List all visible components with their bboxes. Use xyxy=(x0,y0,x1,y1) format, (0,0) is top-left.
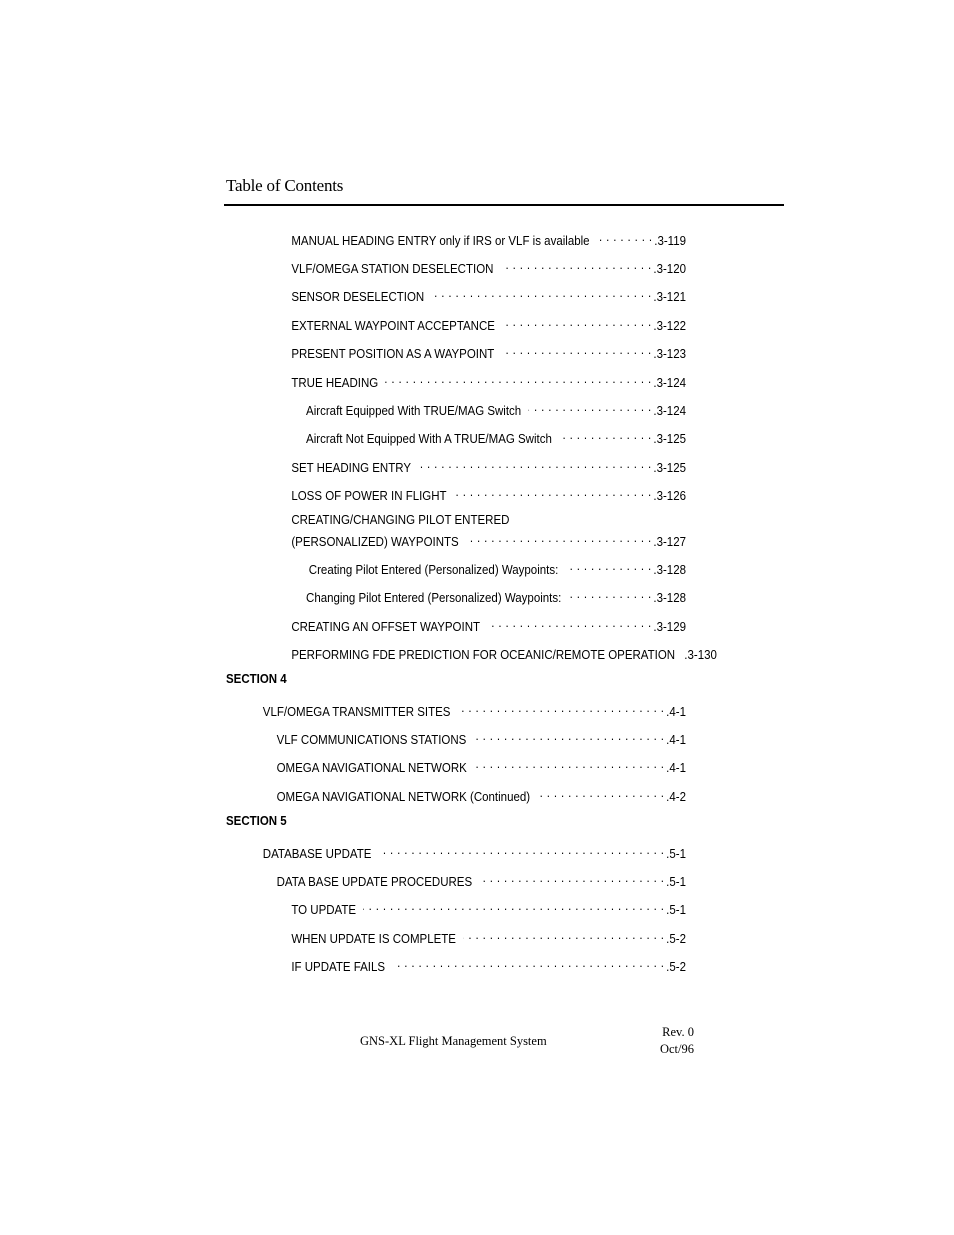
dot-leader xyxy=(480,870,665,886)
toc-entry-title: LOSS OF POWER IN FLIGHT xyxy=(291,489,447,503)
toc-entry-page: .3-123 xyxy=(653,347,686,361)
toc-entry-page: .3-125 xyxy=(653,461,686,475)
header-divider xyxy=(224,204,784,206)
toc-entry-page: .4-1 xyxy=(666,705,686,719)
toc-entry-title: Changing Pilot Entered (Personalized) Waypoints: xyxy=(306,591,562,605)
toc-entry[interactable] xyxy=(291,643,717,663)
dot-leader xyxy=(418,456,651,472)
toc-entry[interactable] xyxy=(277,756,686,776)
toc-entry-title: EXTERNAL WAYPOINT ACCEPTANCE xyxy=(291,319,495,333)
toc-entry[interactable] xyxy=(306,586,686,606)
toc-entry-page: .5-1 xyxy=(666,903,686,917)
toc-entry-page: .4-1 xyxy=(666,761,686,775)
toc-entry[interactable] xyxy=(291,314,686,334)
toc-entry-page: .4-1 xyxy=(666,733,686,747)
toc-entry-page: .5-2 xyxy=(666,960,686,974)
dot-leader xyxy=(529,399,652,415)
toc-entry[interactable] xyxy=(277,870,686,890)
toc-entry[interactable] xyxy=(306,427,686,447)
toc-entry-page: .5-1 xyxy=(666,875,686,889)
dot-leader xyxy=(474,728,665,744)
toc-entry[interactable] xyxy=(291,615,686,635)
dot-leader xyxy=(502,314,651,330)
toc-entry-page: .3-130 xyxy=(684,648,717,662)
toc-entry-title: OMEGA NAVIGATIONAL NETWORK (Continued) xyxy=(276,790,531,804)
toc-entry[interactable] xyxy=(291,342,686,362)
toc-entry[interactable] xyxy=(309,558,686,578)
toc-entry[interactable] xyxy=(306,399,686,419)
toc-entry-page: .5-1 xyxy=(666,847,686,861)
toc-entry-title: PRESENT POSITION AS A WAYPOINT xyxy=(291,347,495,361)
toc-entry-title: TRUE HEADING xyxy=(291,376,379,390)
dot-leader xyxy=(597,229,652,245)
revision-number: Rev. 0 xyxy=(662,1025,694,1039)
toc-entry-title: DATA BASE UPDATE PROCEDURES xyxy=(276,875,473,889)
toc-entry-title: Creating Pilot Entered (Personalized) Waypoints: xyxy=(308,563,559,577)
dot-leader xyxy=(487,615,651,631)
footer-revision xyxy=(660,1024,694,1058)
section-heading: SECTION 5 xyxy=(226,814,287,828)
dot-leader xyxy=(363,898,664,914)
toc-entry-title: VLF COMMUNICATIONS STATIONS xyxy=(276,733,467,747)
toc-entry[interactable] xyxy=(291,484,686,504)
toc-entry-title: OMEGA NAVIGATIONAL NETWORK xyxy=(276,761,467,775)
revision-date: Oct/96 xyxy=(659,1042,694,1056)
section-heading: SECTION 4 xyxy=(226,672,287,686)
toc-entry[interactable] xyxy=(291,285,686,305)
toc-entry-page: .3-119 xyxy=(654,234,686,248)
toc-entry[interactable] xyxy=(291,512,686,550)
toc-entry-page: .3-121 xyxy=(653,290,686,304)
toc-entry[interactable] xyxy=(263,842,686,862)
toc-entry[interactable] xyxy=(291,257,686,277)
dot-leader xyxy=(502,342,652,358)
toc-entry-title: DATABASE UPDATE xyxy=(262,847,372,861)
toc-entry-title: Aircraft Equipped With TRUE/MAG Switch xyxy=(306,404,522,418)
toc-entry[interactable] xyxy=(277,785,686,805)
dot-leader xyxy=(392,955,664,971)
toc-entry[interactable] xyxy=(291,898,686,918)
toc-entry-title: VLF/OMEGA TRANSMITTER SITES xyxy=(262,705,451,719)
toc-entry-title: MANUAL HEADING ENTRY only if IRS or VLF is available xyxy=(291,234,590,248)
dot-leader xyxy=(458,700,665,716)
dot-leader xyxy=(559,427,651,443)
toc-entry-title-line1: CREATING/CHANGING PILOT ENTERED xyxy=(291,513,510,527)
dot-leader xyxy=(466,530,651,546)
dot-leader xyxy=(474,756,664,772)
toc-entry-title: TO UPDATE xyxy=(291,903,357,917)
toc-entry[interactable] xyxy=(291,456,686,476)
toc-entry[interactable] xyxy=(277,728,686,748)
toc-entry-title: IF UPDATE FAILS xyxy=(291,960,386,974)
toc-entry-title: PERFORMING FDE PREDICTION FOR OCEANIC/REMOTE OPERATION xyxy=(291,648,676,662)
toc-entry-title: SENSOR DESELECTION xyxy=(291,290,425,304)
toc-entry-page: .3-128 xyxy=(653,563,686,577)
toc-entry-page: .3-126 xyxy=(653,489,686,503)
toc-entry-page: .3-124 xyxy=(653,404,686,418)
toc-entry-title: Aircraft Not Equipped With A TRUE/MAG Switch xyxy=(306,432,552,446)
toc-entry-page: .3-127 xyxy=(653,535,686,549)
toc-entry-title: CREATING AN OFFSET WAYPOINT xyxy=(291,620,481,634)
footer-document-title: GNS-XL Flight Management System xyxy=(360,1034,547,1048)
toc-entry-page: .5-2 xyxy=(666,932,686,946)
toc-entry[interactable] xyxy=(291,927,686,947)
dot-leader xyxy=(386,371,652,387)
toc-entry-title: WHEN UPDATE IS COMPLETE xyxy=(291,932,456,946)
dot-leader xyxy=(537,785,664,801)
dot-leader xyxy=(432,285,652,301)
toc-entry-title: SET HEADING ENTRY xyxy=(291,461,412,475)
toc-entry-page: .3-129 xyxy=(653,620,686,634)
toc-entry[interactable] xyxy=(291,229,686,249)
page-title: Table of Contents xyxy=(226,176,344,195)
toc-entry-page: .4-2 xyxy=(666,790,686,804)
toc-entry-page: .3-120 xyxy=(653,262,686,276)
toc-entry-page: .3-124 xyxy=(653,376,686,390)
dot-leader xyxy=(463,927,664,943)
toc-entry[interactable] xyxy=(291,371,686,391)
toc-entry-title-line2: (PERSONALIZED) WAYPOINTS xyxy=(291,535,459,549)
dot-leader xyxy=(454,484,652,500)
toc-entry-title: VLF/OMEGA STATION DESELECTION xyxy=(291,262,494,276)
toc-entry[interactable] xyxy=(263,700,686,720)
toc-entry-page: .3-122 xyxy=(653,319,686,333)
toc-entry-page: .3-125 xyxy=(653,432,686,446)
dot-leader xyxy=(569,586,652,602)
dot-leader xyxy=(379,842,665,858)
dot-leader xyxy=(501,257,652,273)
toc-entry[interactable] xyxy=(291,955,686,975)
toc-entry-page: .3-128 xyxy=(653,591,686,605)
dot-leader xyxy=(566,558,652,574)
